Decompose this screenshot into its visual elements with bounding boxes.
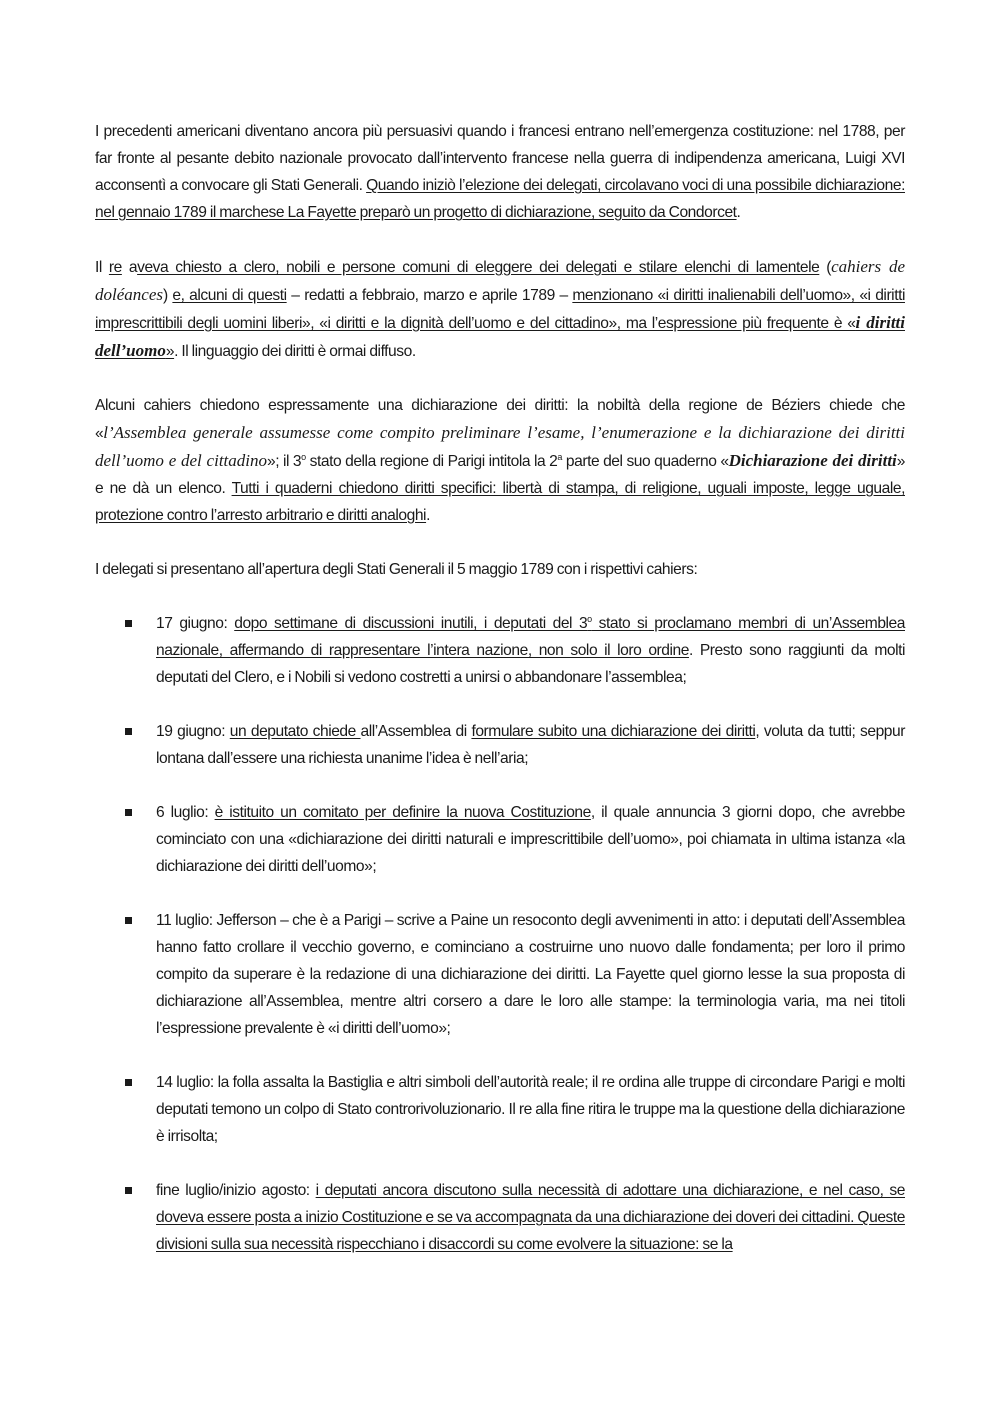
text-run: – redatti a febbraio, marzo e aprile 1789 – bbox=[286, 287, 573, 304]
paragraph-american-precedents bbox=[95, 118, 905, 226]
underlined-text: e, alcuni di questi bbox=[172, 287, 287, 304]
text-run: all’Assemblea di bbox=[360, 723, 472, 740]
text-run: , voluta da tutti; seppur lontana dall’essere una richiesta unanime l’idea è nell’aria; bbox=[156, 723, 905, 767]
text-run: 14 luglio: la folla assalta la Bastiglia e altri simboli dell’autorità reale; il re ordina alle truppe di circondare Parigi e molti deputati temono un colpo di Stato controrivoluzionario. Il re alla fine ritira le truppe ma la questione della dichiarazione è irrisolta; bbox=[156, 1074, 905, 1145]
text-run: Il bbox=[95, 259, 109, 276]
text-run: parte del suo quaderno « bbox=[561, 453, 729, 470]
list-item bbox=[95, 718, 905, 772]
superscript: o bbox=[587, 613, 592, 624]
square-bullet-icon bbox=[125, 809, 132, 816]
text-run: . Presto sono raggiunti da molti deputati del Clero, e i Nobili si vedono costretti a unirsi o abbandonare l’assemblea; bbox=[156, 642, 905, 686]
text-run: ( bbox=[819, 259, 832, 276]
text-run: 17 giugno: bbox=[156, 615, 235, 632]
text-run: I delegati si presentano all’apertura degli Stati Generali il 5 maggio 1789 con i rispettivi cahiers: bbox=[95, 561, 698, 578]
text-run: I precedenti americani diventano ancora più persuasivi quando i francesi entrano nell’emergenza costituzione: nel 1788, per far fronte al pesante debito nazionale provocato dall’intervento francese nella guerra di indipendenza americana, Luigi XVI acconsentì a convocare gli Stati Generali. bbox=[95, 123, 905, 194]
text-run: Alcuni cahiers chiedono espressamente una dichiarazione dei diritti: la nobiltà della regione de Béziers chiede che « bbox=[95, 397, 905, 442]
timeline-list bbox=[95, 610, 905, 1258]
text-run: . Il linguaggio dei diritti è ormai diffuso. bbox=[174, 343, 416, 360]
square-bullet-icon bbox=[125, 917, 132, 924]
text-run: ) bbox=[162, 287, 173, 304]
underlined-text: Tutti i quaderni chiedono diritti specifici: libertà di stampa, di religione, uguali imposte, legge uguale, protezione contro l’arresto arbitrario e diritti analoghi bbox=[95, 480, 905, 524]
text-run: » bbox=[165, 343, 175, 360]
text-run: . bbox=[426, 507, 430, 524]
text-run: » e ne dà un elenco. bbox=[95, 453, 906, 497]
list-item bbox=[95, 907, 905, 1042]
text-run: dopo settimane di discussioni inutili, i deputati del 3 bbox=[234, 615, 588, 632]
list-item bbox=[95, 1177, 905, 1258]
text-run: menzionano «i diritti inalienabili dell’uomo», «i diritti imprescrittibili degli uomini liberi», «i diritti e la dignità dell’uomo e del cittadino», ma l’espressione più frequente è « bbox=[95, 287, 905, 332]
paragraph-requests bbox=[95, 392, 905, 529]
list-item bbox=[95, 799, 905, 880]
superscript: o bbox=[301, 451, 306, 462]
text-run: stato si proclamano membri di un’Assemblea nazionale, affermando di rappresentare l’intera nazione, non solo il loro ordine bbox=[156, 615, 905, 659]
square-bullet-icon bbox=[125, 1187, 132, 1194]
underlined-text: veva chiesto a clero, nobili e persone comuni di eleggere dei delegati e stilare elenchi di lamentele bbox=[137, 259, 820, 276]
underlined-text: re bbox=[108, 259, 122, 276]
paragraph-intro-list bbox=[95, 556, 905, 583]
underlined-text: formulare subito una dichiarazione dei diritti bbox=[471, 723, 756, 740]
text-run: a bbox=[121, 259, 138, 276]
paragraph-cahiers bbox=[95, 253, 905, 365]
text-run: . bbox=[736, 204, 741, 221]
underlined-text: è istituito un comitato per definire la nuova Costituzione bbox=[214, 804, 591, 821]
text-run: »; il 3 bbox=[267, 453, 302, 470]
square-bullet-icon bbox=[125, 620, 132, 627]
text-run: stato della regione di Parigi intitola la 2 bbox=[305, 453, 558, 470]
text-run: 11 luglio: Jefferson – che è a Parigi – scrive a Paine un resoconto degli avvenimenti in atto: i deputati dell’Assemblea hanno fatto crollare il vecchio governo, e cominciano a costruirne uno nuovo dalle fondamenta; per loro il primo compito da superare è la redazione di una dichiarazione dei diritti. La Fayette quel giorno lesse la sua proposta di dichiarazione all’Assemblea, mentre altri corsero a dare le loro alle stampe: la terminologia varia, ma nei titoli l’espressione prevalente è «i diritti dell’uomo»; bbox=[156, 912, 905, 1037]
underlined-text: un deputato chiede bbox=[229, 723, 361, 740]
superscript: a bbox=[557, 451, 562, 462]
italic-quote: l’Assemblea generale assumesse come compito preliminare l’esame, l’enumerazione e la dichiarazione dei diritti dell’uomo e del cittadino bbox=[95, 423, 905, 470]
list-item bbox=[95, 1069, 905, 1150]
text-run: 6 luglio: bbox=[156, 804, 215, 821]
square-bullet-icon bbox=[125, 1079, 132, 1086]
underlined-text: i deputati ancora discutono sulla necessità di adottare una dichiarazione, e nel caso, se doveva essere posta a inizio Costituzione e se va accompagnata da una dichiarazione dei doveri dei cittadini. Queste divisioni sulla sua necessità rispecchiano i disaccordi su come evolvere la situazione: se la bbox=[156, 1182, 905, 1253]
italic-term: cahiers de doléances bbox=[95, 257, 906, 304]
square-bullet-icon bbox=[125, 728, 132, 735]
text-run: fine luglio/inizio agosto: bbox=[156, 1182, 316, 1199]
list-item bbox=[95, 610, 905, 691]
bold-italic-term: i diritti dell’uomo bbox=[95, 313, 905, 360]
document-page bbox=[95, 118, 905, 1285]
underlined-text: Quando iniziò l’elezione dei delegati, circolavano voci di una possibile dichiarazione: nel gennaio 1789 il marchese La Fayette preparò un progetto di dichiarazione, seguito da Condorcet bbox=[95, 177, 905, 221]
text-run: , il quale annuncia 3 giorni dopo, che avrebbe cominciato con una «dichiarazione dei diritti naturali e imprescrittibile dell’uomo», poi chiamata in ultima istanza «la dichiarazione dei diritti dell’uomo»; bbox=[156, 804, 905, 875]
bold-italic-term: Dichiarazione dei diritti bbox=[728, 451, 897, 470]
text-run: 19 giugno: bbox=[156, 723, 230, 740]
